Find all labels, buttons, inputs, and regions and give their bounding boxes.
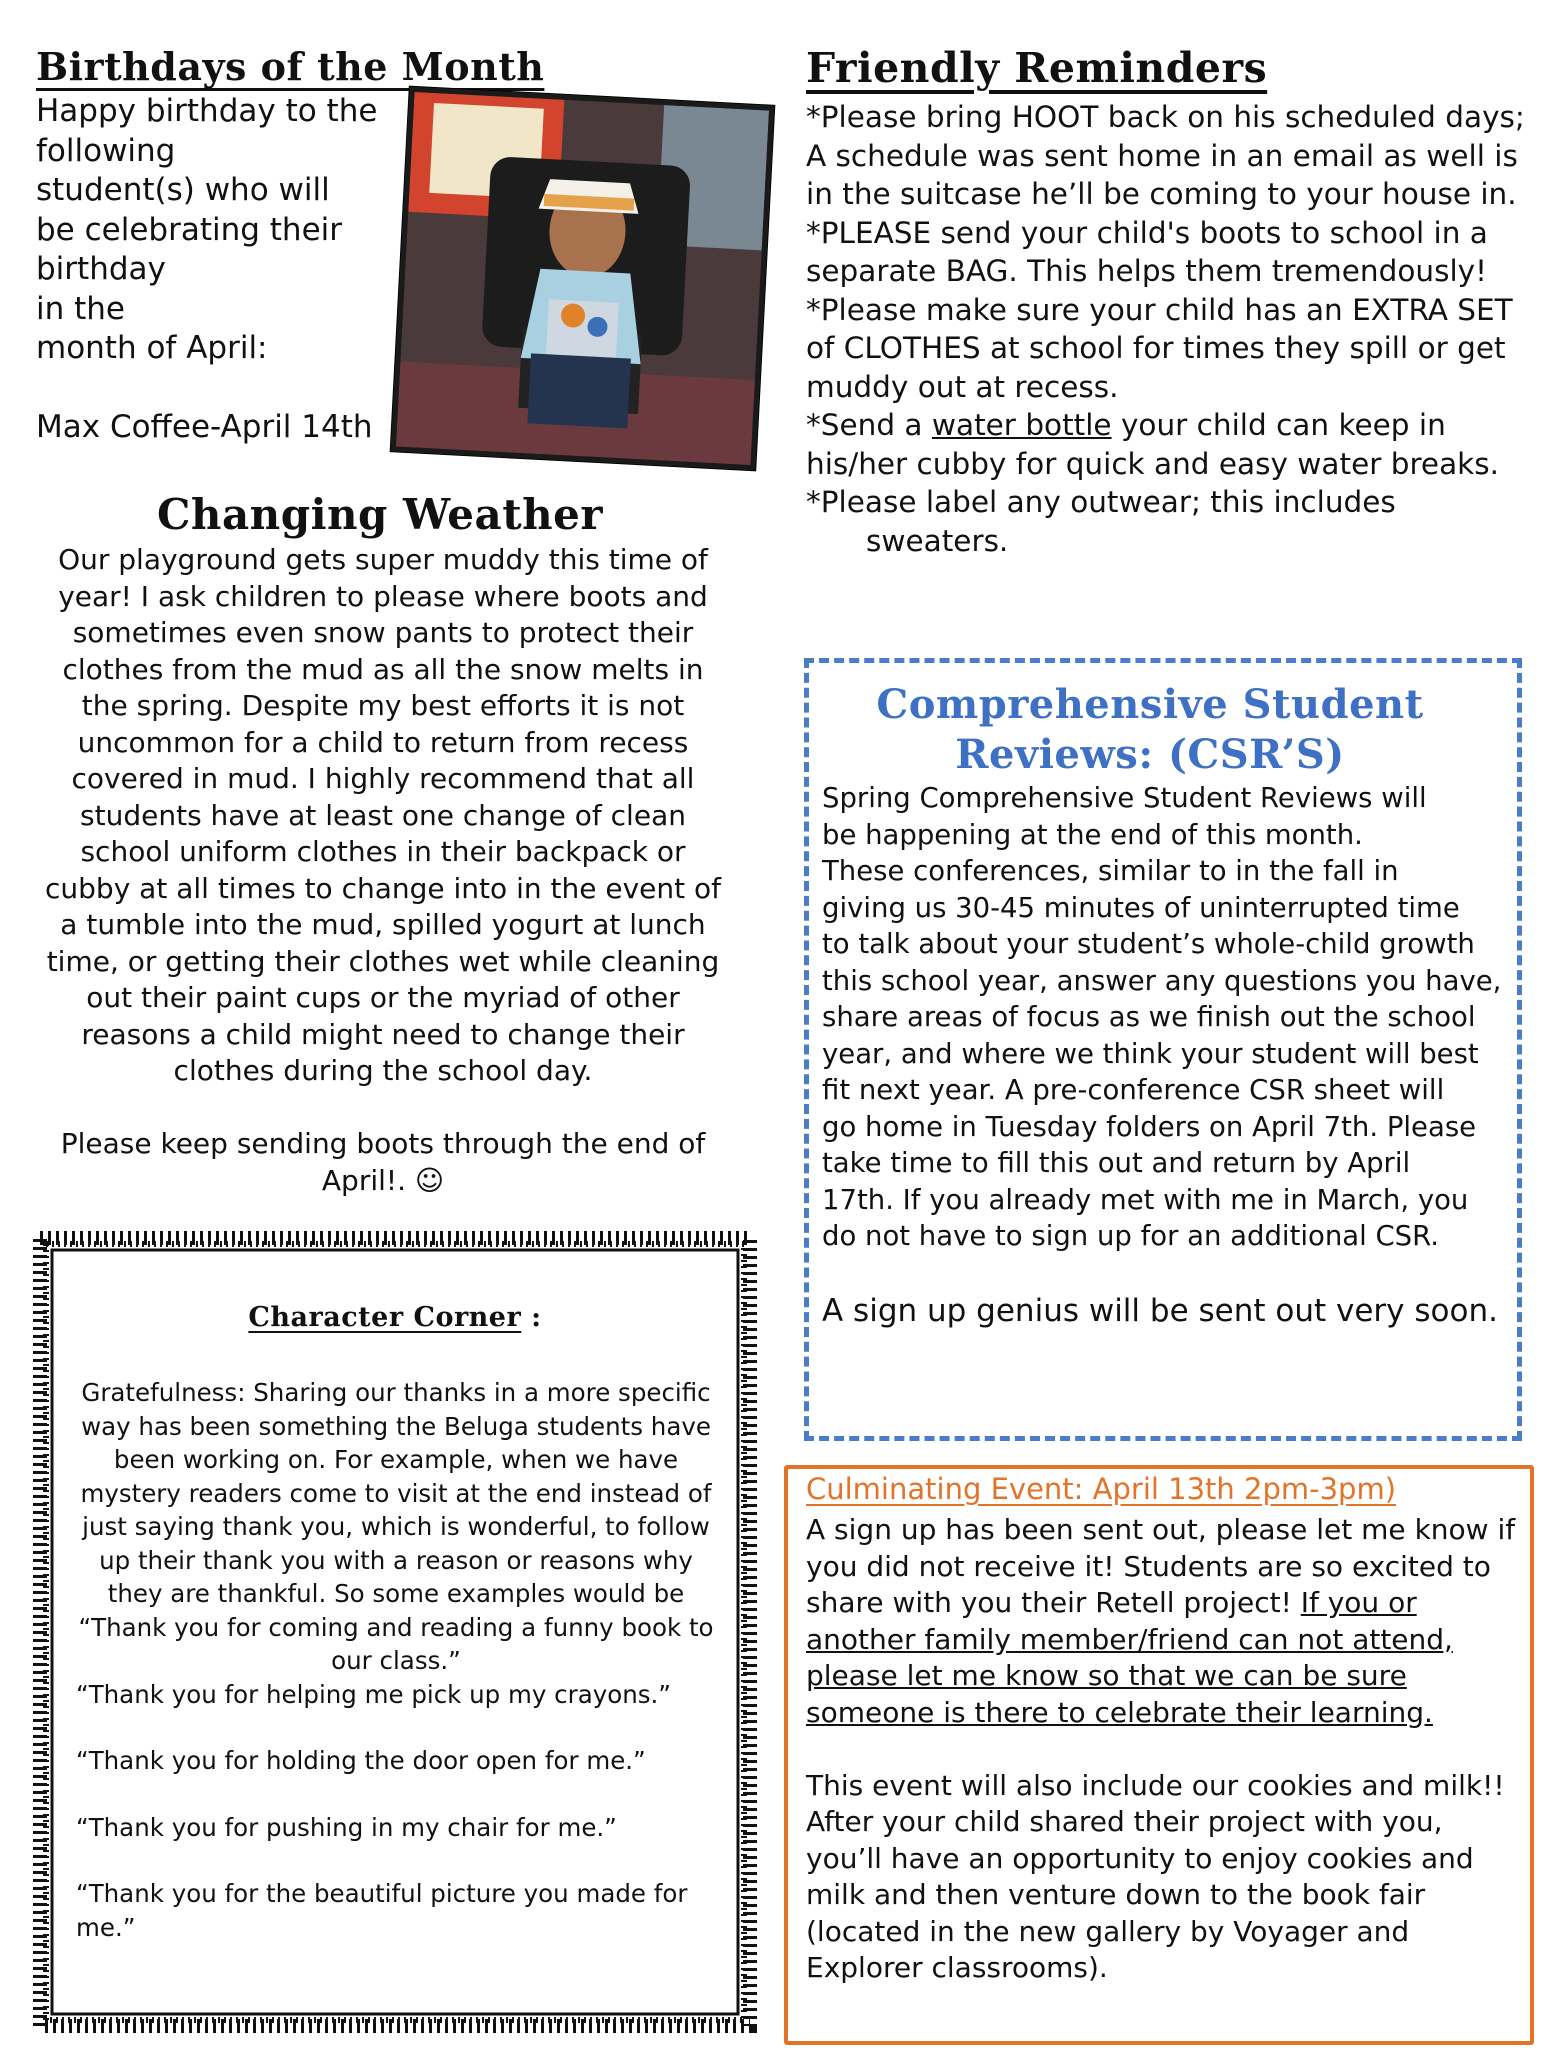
water-bottle-emphasis: water bottle xyxy=(931,408,1112,442)
event-paragraph xyxy=(806,1512,1526,1731)
quote-item: “Thank you for pushing in my chair for me.” xyxy=(76,1812,617,1842)
reminder-item: *Please bring HOOT back on his scheduled days; A schedule was sent home in an email as well is in the suitcase he’ll be coming to your house in. xyxy=(806,100,1525,211)
character-corner-title-suffix: : xyxy=(521,1302,542,1333)
birthdays-heading: Birthdays of the Month xyxy=(36,44,545,89)
birthday-photo-illustration xyxy=(396,92,769,465)
csr-body: Spring Comprehensive Student Reviews will be happening at the end of this month. These conferences, similar to in the fall in giving us 30-45 minutes of uninterrupted time to talk about your student’s whole-child growth this school year, answer any questions you have, share areas of focus as we finish out the school year, and where we think your student will best fit next year. A pre-conference CSR sheet will go home in Tuesday folders on April 7th. Please take time to fill this out and return by April 17th. If you already met with me in March, you do not have to sign up for an additional CSR. xyxy=(822,782,1502,1252)
culminating-event-body xyxy=(806,1512,1526,1987)
birthday-student-photo xyxy=(391,87,775,471)
csr-heading: Comprehensive Student Reviews: (CSR’S) xyxy=(876,681,1424,778)
event-paragraph: This event will also include our cookies and milk!! After your child shared their project with you, you’ll have an opportunity to enjoy cookies and milk and then venture down to the book fair (located in the new gallery by Voyager and Explorer classrooms). xyxy=(806,1768,1505,1984)
csr-signup-note: A sign up genius will be sent out very soon. xyxy=(822,1293,1498,1329)
character-corner-title: Character Corner xyxy=(248,1302,522,1333)
culminating-event-heading: Culminating Event: April 13th 2pm-3pm) xyxy=(806,1472,1397,1506)
character-corner-heading xyxy=(30,1302,760,1333)
quote-item: “Thank you for holding the door open for me.” xyxy=(76,1746,646,1775)
character-corner-quotes xyxy=(76,1678,716,1945)
birthdays-text: Happy birthday to the following student(s) who will be celebrating their birthday in the month of April: Max Coffee-April 14th xyxy=(36,93,378,445)
character-corner-body xyxy=(76,1376,716,1977)
reminder-text: *Send a xyxy=(806,408,932,442)
quote-item: “Thank you for the beautiful picture you made for me.” xyxy=(76,1879,688,1942)
character-corner-intro: Gratefulness: Sharing our thanks in a more specific way has been something the Beluga students have been working on. For example, when we have mystery readers come to visit at the end instead of just saying thank you, which is wonderful, to follow up their thank you with a reason or reasons why they are thankful. So some examples would be “Thank you for coming and reading a funny book to our class.” xyxy=(78,1378,714,1675)
friendly-reminders-body xyxy=(806,98,1526,560)
reminder-item-continued: sweaters. xyxy=(866,523,1009,558)
reminder-item xyxy=(806,406,1526,483)
event-spacer xyxy=(806,1731,1526,1768)
event-intro: A sign up has been sent out, please let me know if you did not receive it! Students are so excited to share with you their Retell project! xyxy=(806,1513,1516,1619)
reminder-item: *Please make sure your child has an EXTRA SET of CLOTHES at school for times they spill or get muddy out at recess. xyxy=(806,292,1513,404)
reminder-item: *PLEASE send your child's boots to school in a separate BAG. This helps them tremendously! xyxy=(806,215,1488,288)
changing-weather-body: Our playground gets super muddy this time of year! I ask children to please where boots and sometimes even snow pants to protect their clothes from the mud as all the snow melts in the spring. Despite my best efforts it is not uncommon for a child to return from recess covered in mud. I highly recommend that all students have at least one change of clean school uniform clothes in their backpack or cubby at all times to change into in the event of a tumble into the mud, spilled yogurt at lunch time, or getting their clothes wet while cleaning out their paint cups or the myriad of other reasons a child might need to change their clothes during the school day. Please keep sending boots through the end of April!. ☺ xyxy=(45,543,721,1197)
friendly-reminders-heading: Friendly Reminders xyxy=(806,44,1268,92)
changing-weather-heading: Changing Weather xyxy=(156,490,604,539)
reminder-text: your child can keep in his/her cubby for quick and easy water breaks. xyxy=(806,408,1499,481)
event-attendance-note: If you or another family member/friend can not attend, please let me know so that we can be sure someone is there to celebrate their learning. xyxy=(806,1586,1453,1729)
reminder-item: *Please label any outwear; this includes xyxy=(806,485,1396,519)
quote-item: “Thank you for helping me pick up my crayons.” xyxy=(76,1679,671,1709)
